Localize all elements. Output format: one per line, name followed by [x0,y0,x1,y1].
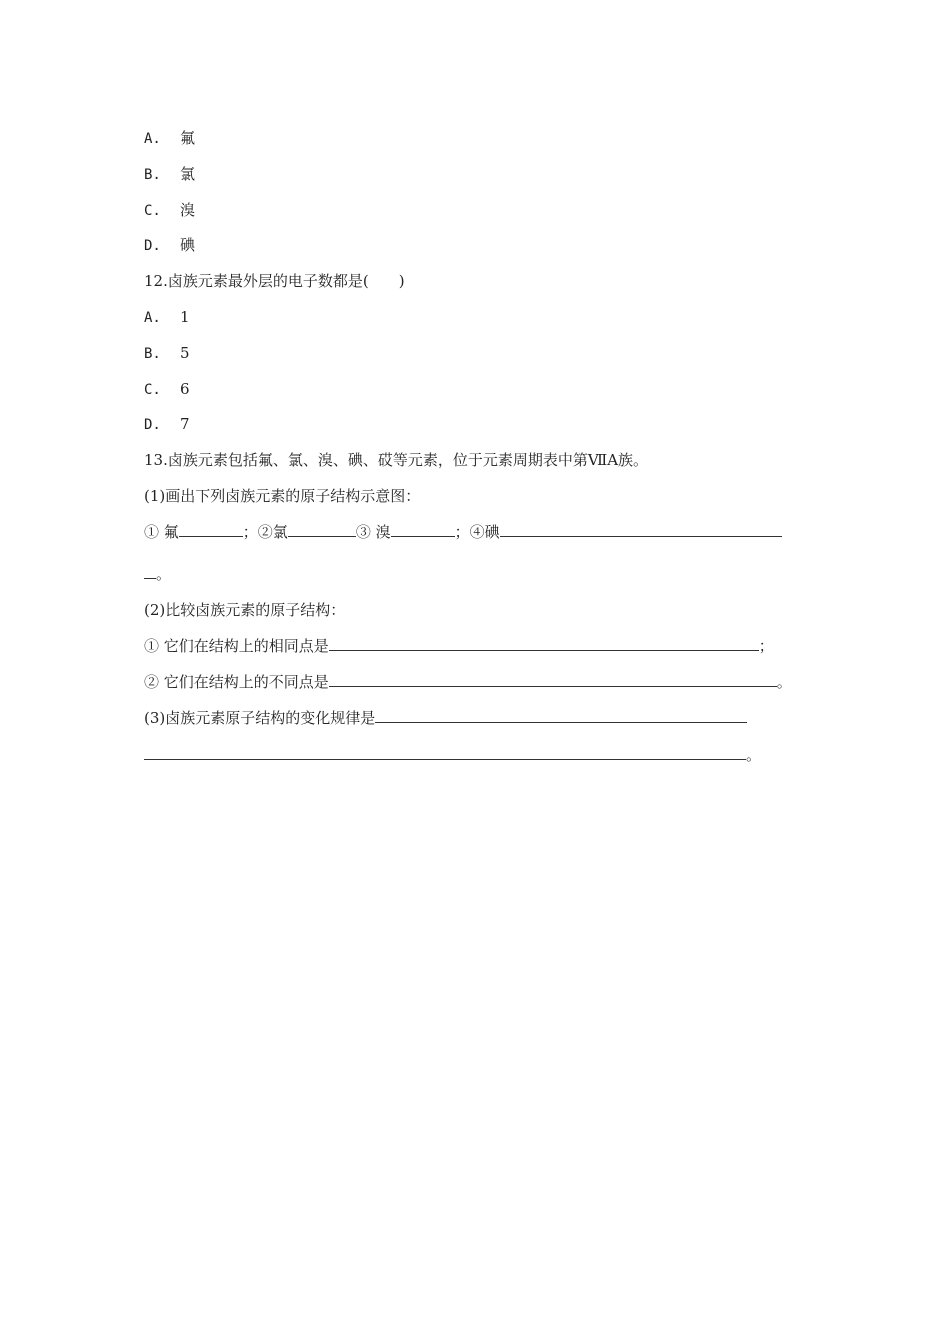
answer-blank[interactable] [288,522,356,537]
option-letter: C. [144,382,161,398]
item-bromine-label: ③ 溴 [355,523,391,541]
q11-option-a [144,128,195,149]
item-iodine-label: ④碘 [469,523,500,541]
part3-label: (3)卤族元素原子结构的变化规律是 [144,709,376,727]
item-fluorine-label: ① 氟 [144,523,179,541]
line-end: 。 [776,673,792,691]
q12-option-c [144,379,190,400]
answer-blank[interactable] [375,708,747,723]
option-text: 6 [180,380,190,398]
option-text: 碘 [180,236,196,254]
q13-part1-items [144,522,782,542]
answer-blank[interactable] [144,564,156,579]
q13-part2-title: (2)比较卤族元素的原子结构： [144,601,346,619]
separator: ； [242,523,258,541]
option-letter: B. [144,167,161,183]
option-text: 7 [180,415,190,433]
diff-label: ② 它们在结构上的不同点是 [144,673,329,691]
line-end: 。 [746,746,762,764]
q12-option-d [144,414,190,435]
option-letter: D. [144,238,161,254]
answer-blank[interactable] [329,636,759,651]
same-label: ① 它们在结构上的相同点是 [144,637,329,655]
answer-blank[interactable] [179,522,243,537]
option-text: 氯 [180,165,196,183]
item-chlorine-label: ②氯 [257,523,288,541]
q13-part2-same [144,636,774,656]
q11-option-b [144,164,195,185]
option-letter: A. [144,131,161,147]
option-text: 溴 [180,201,196,219]
line-end: ； [758,637,774,655]
answer-blank[interactable] [329,672,777,687]
q13-stem: 13.卤族元素包括氟、氯、溴、碘、砹等元素，位于元素周期表中第ⅦA族。 [144,451,649,469]
answer-blank[interactable] [144,745,746,760]
q12-option-b [144,343,190,364]
option-letter: D. [144,417,161,433]
option-text: 1 [180,308,190,326]
q12-stem: 12.卤族元素最外层的电子数都是( ) [144,272,405,290]
q13-part2-diff [144,672,792,692]
q11-option-d [144,235,195,256]
q13-part1-continuation [144,564,171,584]
option-text: 5 [180,344,190,362]
answer-blank[interactable] [391,522,455,537]
q12-option-a [144,307,190,328]
option-letter: A. [144,310,161,326]
q13-part3-continuation [144,745,761,765]
line-end: 。 [156,565,172,583]
option-text: 氟 [180,129,196,147]
q11-option-c [144,200,195,221]
option-letter: B. [144,346,161,362]
separator: ； [454,523,470,541]
option-letter: C. [144,203,161,219]
q13-part1-title: (1)画出下列卤族元素的原子结构示意图： [144,487,421,505]
q13-part3 [144,708,747,728]
answer-blank[interactable] [500,522,782,537]
